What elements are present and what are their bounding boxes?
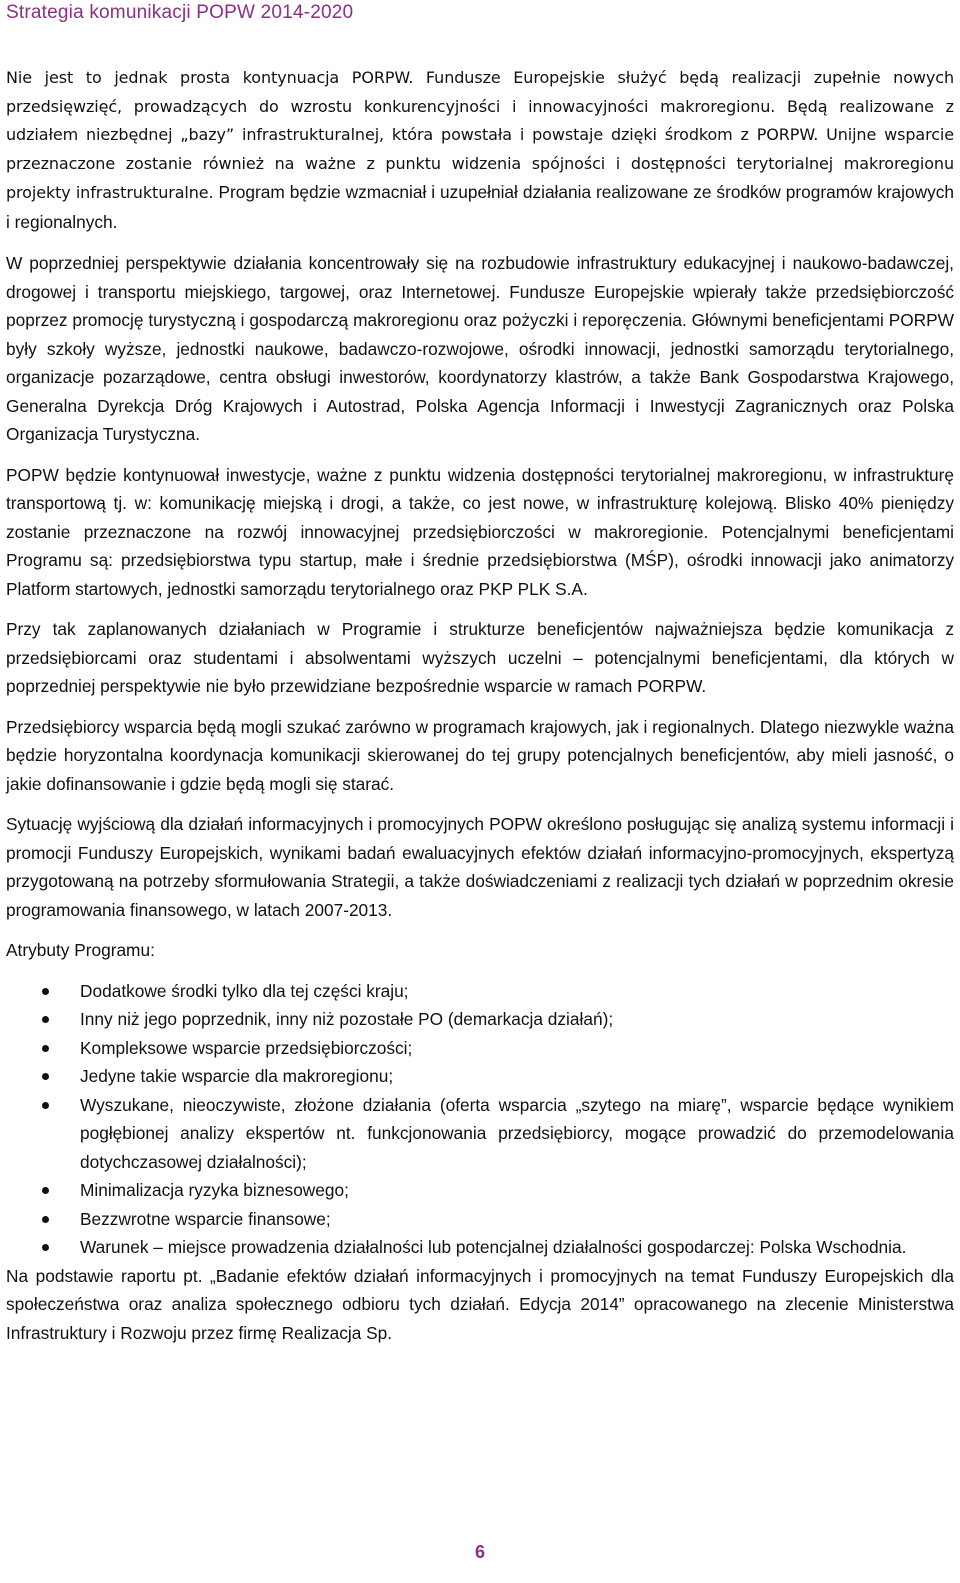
list-item xyxy=(6,1062,954,1091)
bullet-icon xyxy=(42,1187,49,1194)
bullet-icon xyxy=(42,1216,49,1223)
bullet-icon xyxy=(42,988,49,995)
document-body xyxy=(6,64,954,1347)
paragraph-continuation-part-3: Program będzie wzmacniał i uzupełniał działania realizowane ze środków programów krajowych i regionalnych. xyxy=(6,182,954,232)
paragraph-continuation-part-1: Nie jest to jednak prosta kontynuacja PORPW. Fundusze Europejskie służyć będą realizacji zupełnie nowych przedsięwzięć, prowadzących do wzrostu konkurencyjności i innowacyjności makroregionu. Będą realizowane z udziałem niezbędnej „bazy” infrastrukturalnej, która powstała i powstaje dzięki środkom z PORPW. xyxy=(6,68,954,144)
bullet-icon xyxy=(42,1045,49,1052)
list-item-text: Minimalizacja ryzyka biznesowego; xyxy=(80,1180,349,1200)
list-item-text: Warunek – miejsce prowadzenia działalności lub potencjalnej działalności gospodarczej: Polska Wschodnia. xyxy=(80,1237,907,1257)
paragraph-continuation xyxy=(6,64,954,237)
bullet-icon xyxy=(42,1016,49,1023)
list-item-text: Wyszukane, nieoczywiste, złożone działania (oferta wsparcia „szytego na miarę”, wsparcie będące wynikiem pogłębionej analizy ekspertów nt. funkcjonowania przedsiębiorcy, mogące prowadzić do przemodelowania dotychczasowej działalności); xyxy=(80,1094,954,1172)
list-item xyxy=(6,1034,954,1063)
paragraph-starting-situation: Sytuację wyjściową dla działań informacyjnych i promocyjnych POPW określono posługując się analizą systemu informacji i promocji Funduszy Europejskich, wynikami badań ewaluacyjnych efektów działań informacyjno-promocyjnych, ekspertyzą przygotowaną na potrzeby sformułowania Strategii, a także doświadczeniami z realizacji tych działań w poprzednim okresie programowania finansowego, w latach 2007-2013. xyxy=(6,814,954,920)
attributes-list xyxy=(6,977,954,1262)
paragraph-continuation-part-2: Unijne wsparcie przeznaczone zostanie również na ważne z punktu widzenia spójności i dostępności terytorialnej makroregionu projekty infrastrukturalne. xyxy=(6,125,954,202)
paragraph-entrepreneurs-support: Przedsiębiorcy wsparcia będą mogli szukać zarówno w programach krajowych, jak i regionalnych. Dlatego niezwykle ważna będzie horyzontalna koordynacja komunikacji skierowanej do tej grupy potencjalnych beneficjentów, aby mieli jasność, o jakie dofinansowanie i gdzie będą mogli się starać. xyxy=(6,716,954,794)
list-item xyxy=(6,977,954,1006)
bullet-icon xyxy=(42,1102,49,1109)
list-item xyxy=(6,1205,954,1234)
bullet-icon xyxy=(42,1073,49,1080)
paragraph-previous-perspective: W poprzedniej perspektywie działania koncentrowały się na rozbudowie infrastruktury edukacyjnej i naukowo-badawczej, drogowej i transportu miejskiego, targowej, oraz Internetowej. Fundusze Europejskie wpierały także przedsiębiorczość poprzez promocję turystyczną i gospodarczą makroregionu oraz pożyczki i reporęczenia. Głównymi beneficjentami PORPW były szkoły wyższe, jednostki naukowe, badawczo-rozwojowe, ośrodki innowacji, jednostki samorządu terytorialnego, organizacje pozarządowe, centra obsługi inwestorów, koordynatorzy klastrów, a także Bank Gospodarstwa Krajowego, Generalna Dyrekcja Dróg Krajowych i Autostrad, Polska Agencja Informacji i Inwestycji Zagranicznych oraz Polska Organizacja Turystyczna. xyxy=(6,253,954,444)
paragraph-communication-priority: Przy tak zaplanowanych działaniach w Programie i strukturze beneficjentów najważniejsza będzie komunikacja z przedsiębiorcami oraz studentami i absolwentami wyższych uczelni – potencjalnymi beneficjentami, dla których w poprzedniej perspektywie nie było przewidziane bezpośrednie wsparcie w ramach PORPW. xyxy=(6,619,954,696)
list-item-text: Dodatkowe środki tylko dla tej części kraju; xyxy=(80,980,409,1001)
list-item xyxy=(6,1005,954,1034)
attributes-heading: Atrybuty Programu: xyxy=(6,940,155,960)
running-header-title: Strategia komunikacji POPW 2014-2020 xyxy=(6,2,354,23)
paragraph-report-reference: Na podstawie raportu pt. „Badanie efektów działań informacyjnych i promocyjnych na temat Funduszy Europejskich dla społeczeństwa oraz analiza społecznego odbioru tych działań. Edycja 2014” opracowanego na zlecenie Ministerstwa Infrastruktury i Rozwoju przez firmę Realizacja Sp. xyxy=(6,1265,954,1343)
list-item-text: Kompleksowe wsparcie przedsiębiorczości; xyxy=(80,1037,413,1058)
page-number: 6 xyxy=(474,1542,485,1562)
bullet-icon xyxy=(42,1244,49,1251)
list-item xyxy=(6,1176,954,1205)
list-item xyxy=(6,1091,954,1177)
list-item-text: Bezzwrotne wsparcie finansowe; xyxy=(80,1208,331,1229)
list-item-text: Inny niż jego poprzednik, inny niż pozostałe PO (demarkacja działań); xyxy=(80,1009,614,1029)
list-item xyxy=(6,1233,954,1262)
paragraph-popw-investments: POPW będzie kontynuował inwestycje, ważne z punktu widzenia dostępności terytorialnej makroregionu, w infrastrukturę transportową tj. w: komunikację miejską i drogi, a także, co jest nowe, w infrastrukturę kolejową. Blisko 40% pieniędzy zostanie przeznaczone na rozwój innowacyjnej przedsiębiorczości w makroregionie. Potencjalnymi beneficjentami Programu są: przedsiębiorstwa typu startup, małe i średnie przedsiębiorstwa (MŚP), ośrodki innowacji jako animatorzy Platform startowych, jednostki samorządu terytorialnego oraz PKP PLK S.A. xyxy=(6,464,954,599)
list-item-text: Jedyne takie wsparcie dla makroregionu; xyxy=(80,1066,394,1086)
